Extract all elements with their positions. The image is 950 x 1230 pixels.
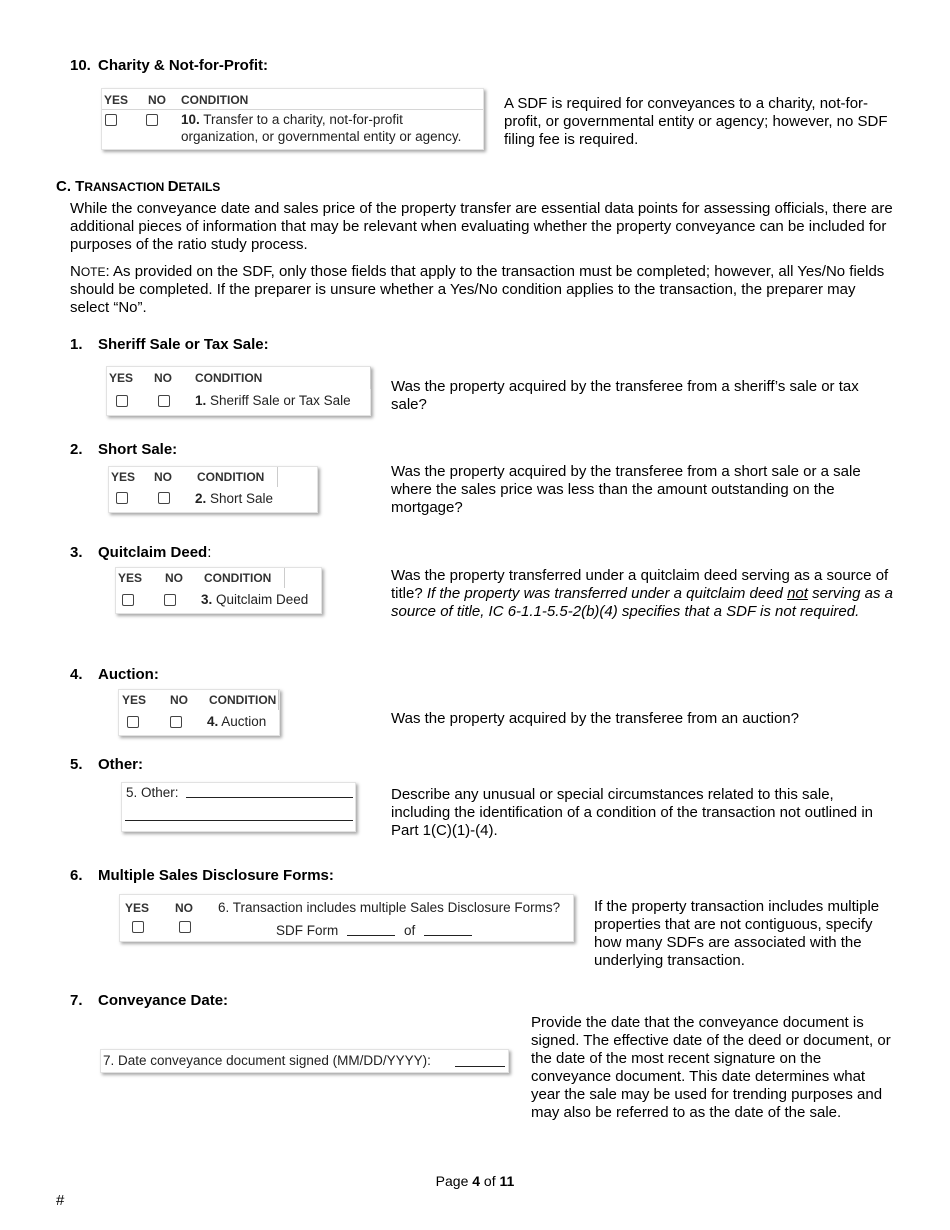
- short-sale-no-checkbox[interactable]: [158, 492, 170, 504]
- auction-description: Was the property acquired by the transferee from an auction?: [391, 710, 799, 727]
- charity-condition-line2: organization, or governmental entity or agency.: [181, 129, 462, 144]
- quitclaim-condition-label: 3. Quitclaim Deed: [201, 592, 309, 607]
- sheriff-condition-label: 1. Sheriff Sale or Tax Sale: [195, 393, 351, 408]
- short-sale-condition-label: 2. Short Sale: [195, 491, 274, 506]
- charity-description: A SDF is required for conveyances to a charity, not-for-profit, or governmental entity or agency; however, no SDF filing fee is required.: [504, 95, 888, 148]
- col-no-label: NO: [154, 371, 172, 385]
- sheriff-form-snippet: [106, 366, 371, 416]
- item-3-heading: 3. Quitclaim Deed:: [70, 544, 212, 561]
- sheriff-description: Was the property acquired by the transferee from a sheriff’s sale or tax sale?: [391, 378, 859, 413]
- sdf-form-label: SDF Form: [276, 923, 339, 938]
- auction-form-snippet: [118, 689, 280, 736]
- col-no-label: NO: [170, 693, 188, 707]
- col-condition-label: CONDITION: [209, 693, 277, 707]
- multiple-sdf-question: 6. Transaction includes multiple Sales Disclosure Forms?: [218, 900, 561, 915]
- col-yes-label: YES: [109, 371, 134, 385]
- short-sale-form-snippet: [108, 466, 318, 513]
- conveyance-form-snippet: [100, 1049, 509, 1073]
- other-input-line-1[interactable]: [186, 797, 353, 798]
- sheriff-no-checkbox[interactable]: [158, 395, 170, 407]
- item-1-heading: 1. Sheriff Sale or Tax Sale:: [70, 336, 269, 353]
- conveyance-description: Provide the date that the conveyance document is signed. The effective date of the deed or document, or the date of the most recent signature on the conveyance document. This date determines what year the sale may be used for trending purposes and may also be referred to as the date of the sale.: [531, 1014, 891, 1121]
- auction-yes-checkbox[interactable]: [127, 716, 139, 728]
- multiple-sdf-description: If the property transaction includes multiple properties that are not contiguous, specify how many SDFs are associated with the underlying transaction.: [594, 898, 880, 969]
- col-no-label: NO: [165, 571, 183, 585]
- col-yes-label: YES: [125, 901, 150, 915]
- other-description: Describe any unusual or special circumstances related to this sale, including the identification of a condition of the transaction not outlined in Part 1(C)(1)-(4).: [391, 786, 873, 839]
- section-c-note: NOTE: As provided on the SDF, only those fields that apply to the transaction must be completed; however, all Yes/No fields should be completed. If the preparer is unsure whether a Yes/No condition applies to the transaction, the preparer may select “No”.: [70, 263, 885, 316]
- short-sale-yes-checkbox[interactable]: [116, 492, 128, 504]
- multiple-sdf-no-checkbox[interactable]: [179, 921, 191, 933]
- sdf-of-label: of: [404, 923, 416, 938]
- col-no-label: NO: [175, 901, 193, 915]
- section-10-heading: 10. Charity & Not-for-Profit:: [70, 57, 268, 74]
- sdf-form-number-field[interactable]: [347, 935, 395, 936]
- sdf-form-total-field[interactable]: [424, 935, 472, 936]
- col-yes-label: YES: [122, 693, 147, 707]
- conveyance-date-field[interactable]: [455, 1066, 505, 1067]
- quitclaim-form-snippet: [115, 567, 322, 614]
- col-condition-label: CONDITION: [181, 93, 249, 107]
- auction-condition-label: 4. Auction: [207, 714, 267, 729]
- other-field-label: 5. Other:: [126, 785, 179, 800]
- charity-no-checkbox[interactable]: [146, 114, 158, 126]
- col-no-label: NO: [154, 470, 172, 484]
- quitclaim-description: Was the property transferred under a quitclaim deed serving as a source of title? If the property was transferred under a quitclaim deed not serving as a source of title, IC 6-1.1-5.5-2(b)(4) specifies that a SDF is not required.: [391, 567, 893, 620]
- quitclaim-no-checkbox[interactable]: [164, 594, 176, 606]
- auction-no-checkbox[interactable]: [170, 716, 182, 728]
- other-input-line-2[interactable]: [125, 820, 353, 821]
- col-yes-label: YES: [104, 93, 129, 107]
- item-4-heading: 4. Auction:: [70, 666, 159, 683]
- col-condition-label: CONDITION: [204, 571, 272, 585]
- col-condition-label: CONDITION: [197, 470, 265, 484]
- col-yes-label: YES: [111, 470, 136, 484]
- item-5-heading: 5. Other:: [70, 756, 143, 773]
- multiple-sdf-form-snippet: [119, 894, 574, 942]
- short-sale-description: Was the property acquired by the transferee from a short sale or a sale where the sales price was less than the amount outstanding on the mortgage?: [391, 463, 861, 516]
- section-c-intro: While the conveyance date and sales price of the property transfer are essential data points for assessing officials, there are additional pieces of information that may be relevant when evaluating whether the property conveyance can be included for purposes of the ratio study process.: [70, 200, 893, 253]
- page-number: Page 4 of 11: [435, 1173, 515, 1189]
- item-2-heading: 2. Short Sale:: [70, 441, 178, 458]
- other-form-snippet: [121, 782, 356, 832]
- quitclaim-yes-checkbox[interactable]: [122, 594, 134, 606]
- col-condition-label: CONDITION: [195, 371, 263, 385]
- charity-condition-line1: 10. Transfer to a charity, not-for-profit: [181, 112, 403, 127]
- col-yes-label: YES: [118, 571, 143, 585]
- sheriff-yes-checkbox[interactable]: [116, 395, 128, 407]
- section-c-heading: C. TRANSACTION DETAILS: [56, 178, 221, 195]
- divider: [102, 109, 483, 110]
- charity-yes-checkbox[interactable]: [105, 114, 117, 126]
- conveyance-date-label: 7. Date conveyance document signed (MM/DD/YYYY):: [103, 1053, 431, 1068]
- item-6-heading: 6. Multiple Sales Disclosure Forms:: [70, 867, 334, 884]
- charity-form-snippet: [101, 88, 484, 150]
- footer-mark: #: [56, 1192, 65, 1209]
- multiple-sdf-yes-checkbox[interactable]: [132, 921, 144, 933]
- item-7-heading: 7. Conveyance Date:: [70, 992, 229, 1009]
- col-no-label: NO: [148, 93, 166, 107]
